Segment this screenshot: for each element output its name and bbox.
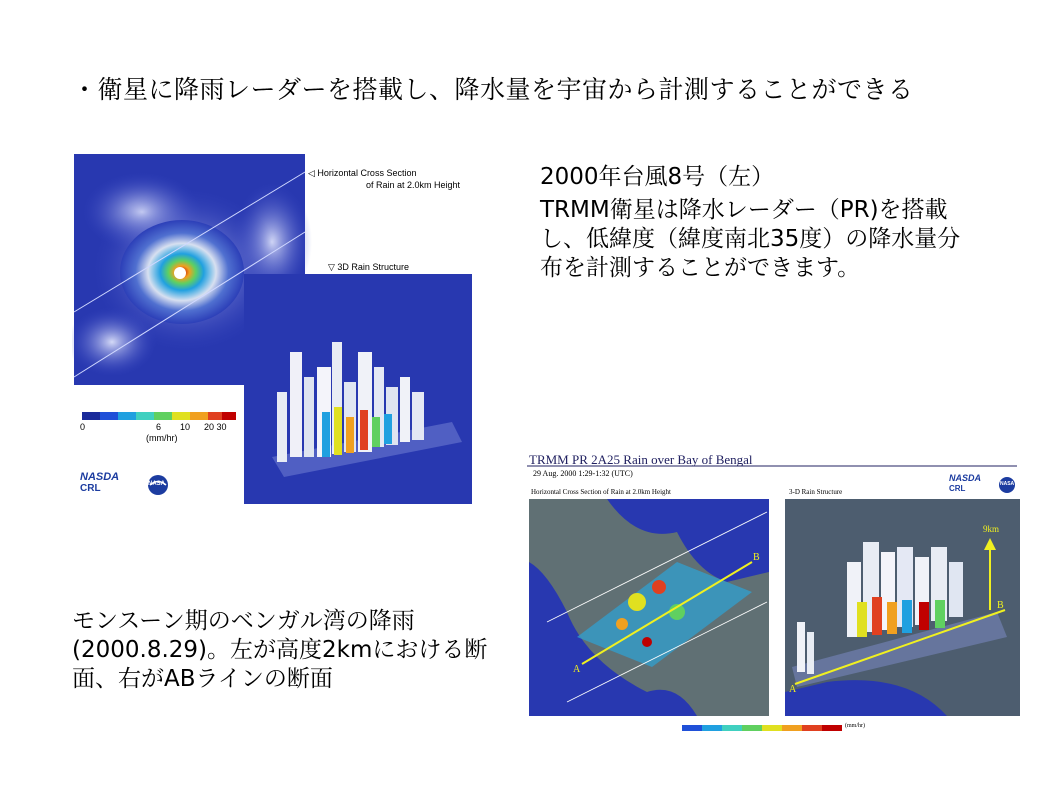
left-panel-label: Horizontal Cross Section of Rain at 2.0km Height	[531, 488, 671, 496]
typhoon-eye	[174, 267, 186, 279]
nasda-logo: NASDA	[949, 473, 982, 483]
label-a-3d: A	[789, 684, 797, 695]
colorbar-tick: 6	[156, 422, 162, 432]
monsoon-caption: モンスーン期のベンガル湾の降雨(2000.8.29)。左が高度2kmにおける断面、右がABラインの断面	[72, 608, 488, 692]
typhoon-caption: 2000年台風8号（左）	[540, 164, 775, 190]
colorbar-tick: 10	[180, 422, 191, 432]
label-b-3d: B	[997, 600, 1004, 611]
horizontal-cross-section-label: ◁ Horizontal Cross Section	[308, 168, 417, 178]
colorbar-tick: 20 30	[204, 422, 227, 432]
nasa-logo-text: NASA	[1000, 481, 1015, 487]
typhoon-figure-graphic	[72, 152, 482, 507]
right-panel-label: 3-D Rain Structure	[789, 488, 843, 496]
label-height: 9km	[983, 524, 1000, 534]
colorbar-unit: (mm/hr)	[146, 433, 178, 443]
rain-colorbar	[82, 412, 236, 420]
label-b: B	[753, 552, 760, 563]
horizontal-cross-section-sublabel: of Rain at 2.0km Height	[366, 180, 461, 190]
3d-rain-structure-label: ▽ 3D Rain Structure	[328, 262, 409, 272]
bengal-rain-colorbar	[682, 725, 842, 731]
crl-logo: CRL	[949, 484, 966, 493]
monsoon-figure-date: 29 Aug. 2000 1:29-1:32 (UTC)	[533, 469, 633, 478]
monsoon-figure-title: TRMM PR 2A25 Rain over Bay of Bengal	[529, 452, 753, 467]
colorbar-tick: 0	[80, 422, 86, 432]
typhoon-description	[540, 163, 970, 283]
nasda-logo: NASDA	[80, 471, 120, 483]
headline: ・衛星に降雨レーダーを搭載し、降水量を宇宙から計測することができる	[72, 75, 914, 104]
crl-logo: CRL	[80, 483, 101, 494]
typhoon-body: TRMM衛星は降水レーダー（PR)を搭載し、低緯度（緯度南北35度）の降水量分布を計測することができます。	[540, 197, 961, 281]
bengal-colorbar-unit: (mm/hr)	[845, 723, 865, 729]
monsoon-figure	[527, 452, 1022, 737]
label-a: A	[573, 664, 581, 675]
typhoon-figure	[72, 152, 482, 507]
nasa-logo-text: NASA	[148, 481, 166, 487]
